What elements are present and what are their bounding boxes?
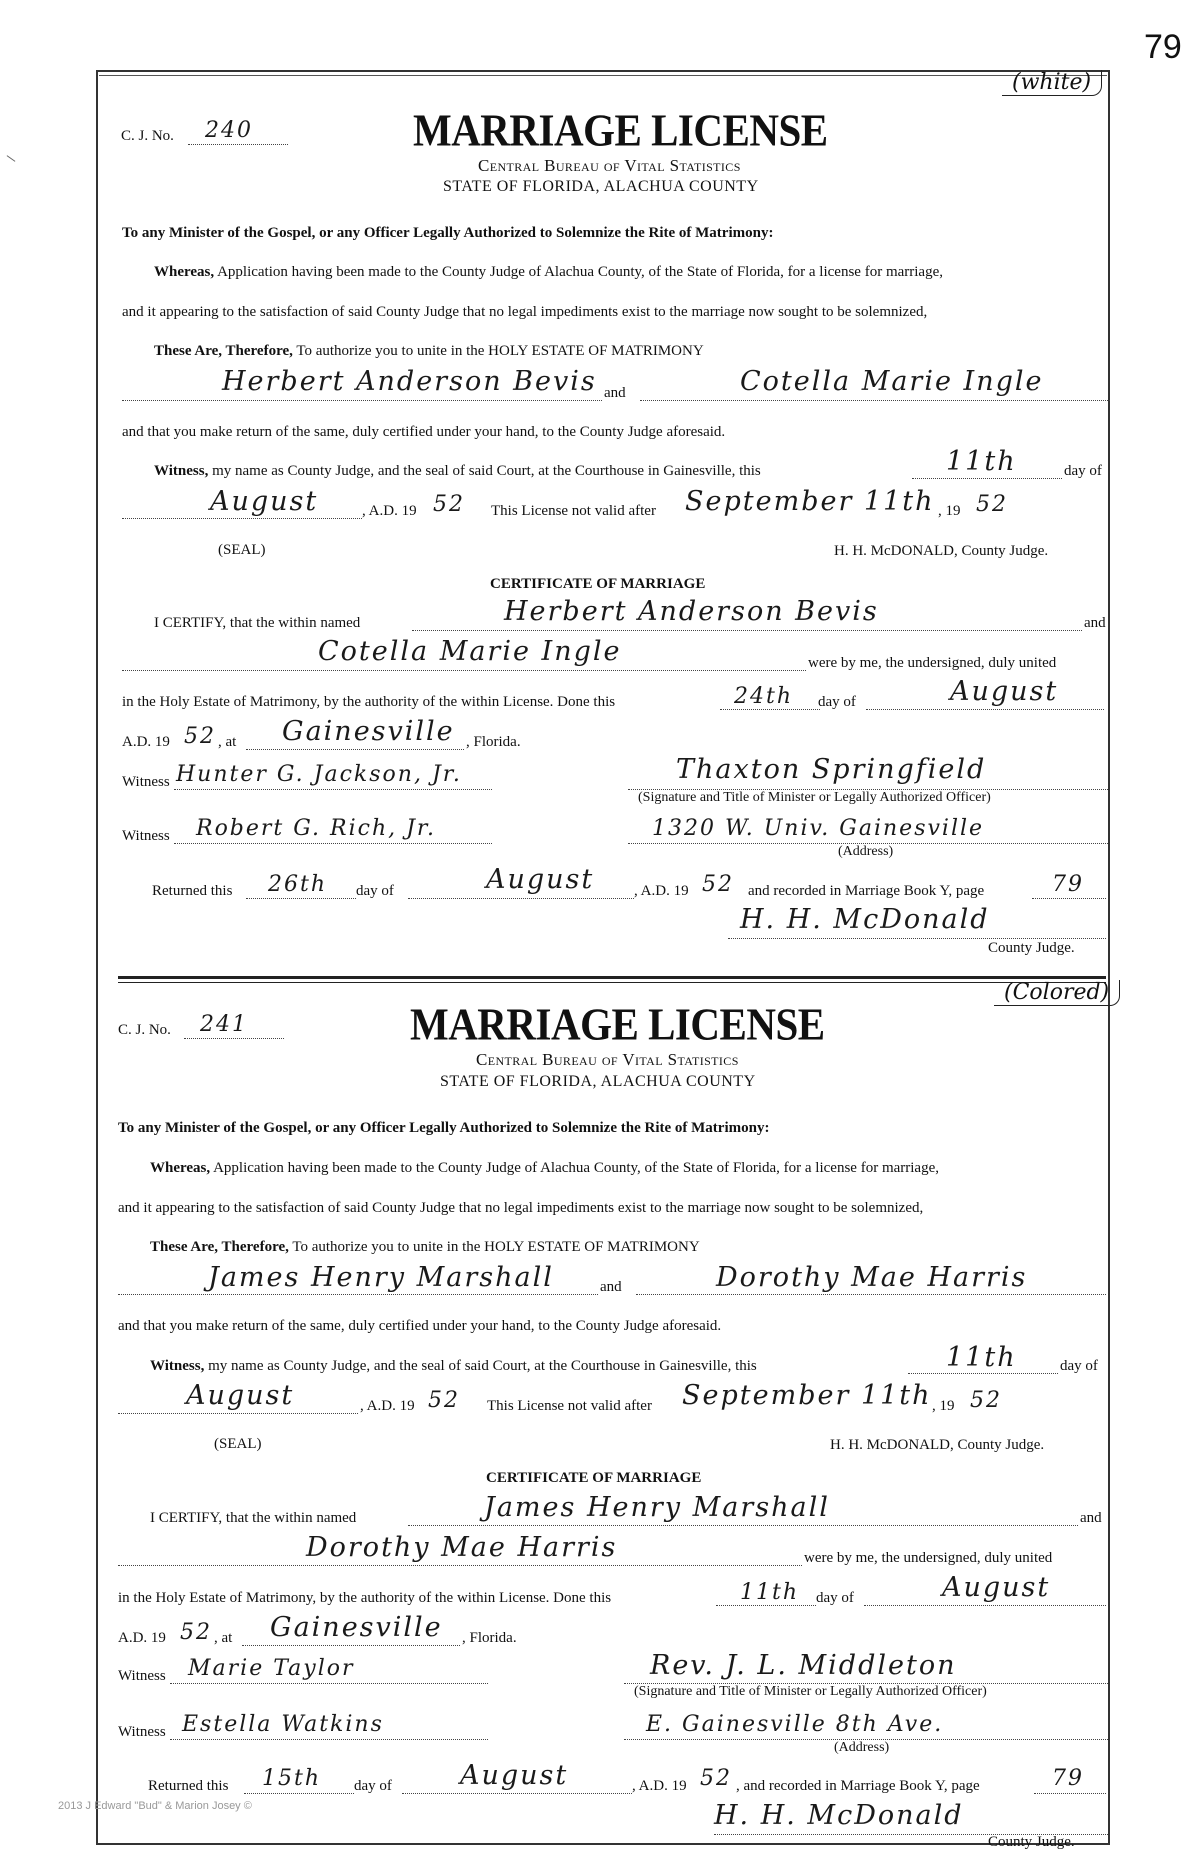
- done-day-of: day of: [816, 1590, 854, 1606]
- at-label: , at: [218, 734, 237, 750]
- document-border-inner: [99, 75, 1107, 76]
- returned-day: 26th: [268, 872, 328, 897]
- expire-date: September 11th: [682, 1380, 932, 1411]
- returned-month-line: [402, 1793, 632, 1794]
- returned-label: Returned this: [148, 1778, 229, 1794]
- expire-comma19: , 19: [932, 1398, 955, 1414]
- issue-month: August: [186, 1380, 295, 1411]
- issue-day-line: [912, 478, 1062, 479]
- returned-ad: , A.D. 19: [634, 883, 689, 899]
- race-note: (Colored): [994, 980, 1120, 1006]
- done-year: 52: [180, 1620, 212, 1645]
- returned-month-line: [408, 898, 634, 899]
- whereas-label: Whereas,: [150, 1160, 211, 1176]
- expire-comma19: , 19: [938, 503, 961, 519]
- not-valid-text: This License not valid after: [491, 503, 656, 519]
- appearing-text: and it appearing to the satisfaction of said County Judge that no legal impediments exist to the marriage now sought to be solemnized,: [122, 304, 928, 320]
- judge-name: H. H. McDONALD, County Judge.: [830, 1437, 1045, 1453]
- done-day-line: [720, 709, 820, 710]
- florida-label: , Florida.: [462, 1630, 517, 1646]
- certificate-title: CERTIFICATE OF MARRIAGE: [486, 1470, 702, 1486]
- not-valid-text: This License not valid after: [487, 1398, 652, 1414]
- witness2: Robert G. Rich, Jr.: [196, 816, 437, 841]
- certify-text: I CERTIFY, that the within named: [154, 615, 361, 631]
- ad-label: , A.D. 19: [362, 503, 417, 519]
- groom-line: [118, 1294, 598, 1295]
- returned-year: 52: [702, 872, 734, 897]
- and-word: and: [604, 385, 626, 401]
- certify-text: I CERTIFY, that the within named: [150, 1510, 357, 1526]
- cj-number: 241: [200, 1012, 248, 1037]
- ad-label: , A.D. 19: [360, 1398, 415, 1414]
- bureau-name: Central Bureau of Vital Statistics: [478, 156, 741, 175]
- signature-caption: (Signature and Title of Minister or Legally Authorized Officer): [638, 790, 991, 805]
- and-word: and: [600, 1279, 622, 1295]
- witness-judge-line: [154, 463, 761, 480]
- signature-caption: (Signature and Title of Minister or Legally Authorized Officer): [634, 1684, 987, 1699]
- license-title: MARRIAGE LICENSE: [413, 104, 828, 156]
- license-title: MARRIAGE LICENSE: [410, 998, 825, 1050]
- issue-year: 52: [433, 492, 465, 517]
- returned-day-of: day of: [354, 1778, 392, 1794]
- bride-line: [636, 1294, 1106, 1295]
- done-day-line: [716, 1605, 816, 1606]
- book-page: 79: [1052, 1766, 1084, 1791]
- done-day-of: day of: [818, 694, 856, 710]
- book-page-line: [1032, 898, 1106, 899]
- county-judge-label: County Judge.: [988, 1834, 1075, 1850]
- returned-day-of: day of: [356, 883, 394, 899]
- cj-number: 240: [205, 118, 253, 143]
- cj-line: [188, 144, 288, 145]
- bride-line: [640, 400, 1110, 401]
- holy-estate-text: in the Holy Estate of Matrimony, by the authority of the within License. Done this: [118, 1590, 612, 1606]
- cert-bride-line: [122, 670, 806, 671]
- issue-day: 11th: [946, 446, 1017, 477]
- officiant: Thaxton Springfield: [676, 754, 987, 785]
- witness2-line: [170, 1739, 488, 1740]
- florida-label: , Florida.: [466, 734, 521, 750]
- whereas-label: Whereas,: [154, 264, 215, 280]
- return-text: and that you make return of the same, duly certified under your hand, to the County Judge aforesaid.: [118, 1318, 722, 1334]
- witness1-line: [170, 1683, 488, 1684]
- witness1-label: Witness: [118, 1668, 166, 1684]
- done-month: August: [950, 676, 1059, 707]
- returned-day: 15th: [262, 1766, 322, 1791]
- issue-year: 52: [428, 1388, 460, 1413]
- done-month: August: [942, 1572, 1051, 1603]
- these-are-line: [154, 343, 704, 360]
- witness2-label: Witness: [118, 1724, 166, 1740]
- judge-signature-line: [728, 938, 1106, 939]
- county-judge-label: County Judge.: [988, 940, 1075, 956]
- ad-label-cert: A.D. 19: [122, 734, 170, 750]
- groom-line: [122, 400, 602, 401]
- seal-label: (SEAL): [214, 1436, 262, 1452]
- witness1: Hunter G. Jackson, Jr.: [176, 762, 462, 787]
- whereas-line: [150, 1160, 939, 1177]
- witness-label: Witness,: [154, 463, 209, 479]
- done-day: 24th: [734, 684, 794, 709]
- issue-month-line: [118, 1413, 358, 1414]
- returned-ad: , A.D. 19: [632, 1778, 687, 1794]
- place-line: [246, 749, 464, 750]
- page-number: 79: [1144, 28, 1182, 66]
- judge-name: H. H. McDONALD, County Judge.: [834, 543, 1049, 559]
- cert-and: and: [1084, 615, 1106, 631]
- cert-groom-line: [412, 630, 1082, 631]
- were-by-me: were by me, the undersigned, duly united: [808, 655, 1057, 671]
- issue-day: 11th: [946, 1342, 1017, 1373]
- judge-signature: H. H. McDonald: [740, 904, 990, 935]
- cert-groom: James Henry Marshall: [484, 1492, 830, 1523]
- whereas-line: [154, 264, 943, 281]
- these-are-line: [150, 1239, 700, 1256]
- issue-month-line: [122, 518, 362, 519]
- judge-signature: H. H. McDonald: [714, 1800, 964, 1831]
- day-of: day of: [1060, 1358, 1098, 1374]
- witness-label: Witness,: [150, 1358, 205, 1374]
- witness2-line: [174, 843, 492, 844]
- whereas-text: Application having been made to the County Judge of Alachua County, of the State of Florida, for a license for marriage,: [217, 264, 943, 280]
- issue-day-line: [908, 1373, 1058, 1374]
- returned-day-line: [246, 898, 356, 899]
- witness2-label: Witness: [122, 828, 170, 844]
- groom-name: James Henry Marshall: [208, 1262, 554, 1293]
- cert-bride: Cotella Marie Ingle: [318, 636, 622, 667]
- cert-and: and: [1080, 1510, 1102, 1526]
- bride-name: Cotella Marie Ingle: [740, 366, 1044, 397]
- margin-mark: [7, 155, 16, 162]
- expire-date: September 11th: [685, 486, 935, 517]
- cert-bride: Dorothy Mae Harris: [306, 1532, 618, 1563]
- officiant: Rev. J. L. Middleton: [650, 1650, 957, 1681]
- witness1-label: Witness: [122, 774, 170, 790]
- certificate-title: CERTIFICATE OF MARRIAGE: [490, 576, 706, 592]
- book-page: 79: [1052, 872, 1084, 897]
- issue-month: August: [210, 486, 319, 517]
- expire-year: 52: [976, 492, 1008, 517]
- witness1-line: [174, 789, 492, 790]
- groom-name: Herbert Anderson Bevis: [222, 366, 597, 397]
- place: Gainesville: [270, 1612, 443, 1643]
- address-line: To any Minister of the Gospel, or any Officer Legally Authorized to Solemnize the Rite of Matrimony:: [122, 225, 774, 241]
- license-separator: [118, 976, 1106, 979]
- state-county: STATE OF FLORIDA, ALACHUA COUNTY: [443, 178, 759, 195]
- place: Gainesville: [282, 716, 455, 747]
- witness-text: my name as County Judge, and the seal of said Court, at the Courthouse in Gainesville, this: [208, 1358, 757, 1374]
- expire-year: 52: [970, 1388, 1002, 1413]
- returned-month: August: [486, 864, 595, 895]
- place-line: [242, 1645, 460, 1646]
- holy-estate-text: in the Holy Estate of Matrimony, by the authority of the within License. Done this: [122, 694, 616, 710]
- at-label: , at: [214, 1630, 233, 1646]
- state-county: STATE OF FLORIDA, ALACHUA COUNTY: [440, 1073, 756, 1090]
- done-month-line: [866, 709, 1104, 710]
- officiant-address: E. Gainesville 8th Ave.: [646, 1712, 944, 1737]
- were-by-me: were by me, the undersigned, duly united: [804, 1550, 1053, 1566]
- cj-label: C. J. No.: [118, 1022, 171, 1038]
- done-month-line: [864, 1605, 1106, 1606]
- these-are-text: To authorize you to unite in the HOLY ESTATE OF MATRIMONY: [296, 343, 704, 359]
- cert-bride-line: [118, 1565, 802, 1566]
- return-text: and that you make return of the same, duly certified under your hand, to the County Judge aforesaid.: [122, 424, 726, 440]
- cert-groom-line: [408, 1525, 1078, 1526]
- these-are-text: To authorize you to unite in the HOLY ESTATE OF MATRIMONY: [292, 1239, 700, 1255]
- recorded-text: and recorded in Marriage Book Y, page: [748, 883, 985, 899]
- officiant-address: 1320 W. Univ. Gainesville: [652, 816, 985, 841]
- these-are-label: These Are, Therefore,: [154, 343, 293, 359]
- witness-text: my name as County Judge, and the seal of said Court, at the Courthouse in Gainesville, this: [212, 463, 761, 479]
- returned-year: 52: [700, 1766, 732, 1791]
- seal-label: (SEAL): [218, 542, 266, 558]
- done-year: 52: [184, 724, 216, 749]
- appearing-text: and it appearing to the satisfaction of said County Judge that no legal impediments exist to the marriage now sought to be solemnized,: [118, 1200, 924, 1216]
- address-caption: (Address): [834, 1740, 890, 1755]
- ad-label-cert: A.D. 19: [118, 1630, 166, 1646]
- these-are-label: These Are, Therefore,: [150, 1239, 289, 1255]
- returned-day-line: [244, 1793, 354, 1794]
- returned-label: Returned this: [152, 883, 233, 899]
- cj-label: C. J. No.: [121, 128, 174, 144]
- witness2: Estella Watkins: [182, 1712, 384, 1737]
- address-line: To any Minister of the Gospel, or any Officer Legally Authorized to Solemnize the Rite of Matrimony:: [118, 1120, 770, 1136]
- witness1: Marie Taylor: [188, 1656, 355, 1681]
- address-caption: (Address): [838, 844, 894, 859]
- copyright-watermark: 2013 J Edward "Bud" & Marion Josey ©: [58, 1800, 252, 1812]
- returned-month: August: [460, 1760, 569, 1791]
- cj-line: [184, 1038, 284, 1039]
- bureau-name: Central Bureau of Vital Statistics: [476, 1050, 739, 1069]
- bride-name: Dorothy Mae Harris: [716, 1262, 1028, 1293]
- cert-groom: Herbert Anderson Bevis: [504, 596, 879, 627]
- whereas-text: Application having been made to the County Judge of Alachua County, of the State of Florida, for a license for marriage,: [213, 1160, 939, 1176]
- day-of: day of: [1064, 463, 1102, 479]
- race-note: (white): [1002, 70, 1102, 96]
- license-separator-thin: [118, 982, 1106, 983]
- book-page-line: [1034, 1793, 1106, 1794]
- witness-judge-line: [150, 1358, 757, 1375]
- done-day: 11th: [740, 1580, 800, 1605]
- recorded-text: , and recorded in Marriage Book Y, page: [736, 1778, 980, 1794]
